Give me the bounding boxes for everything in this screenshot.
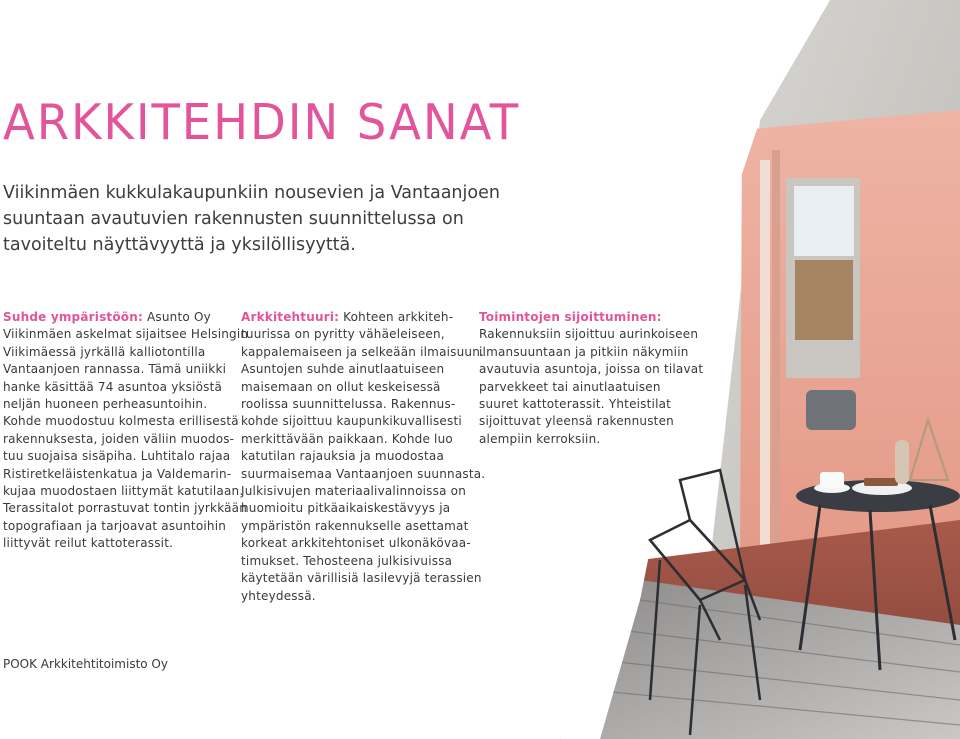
column-line: käytetään värillisiä lasilevyjä terassien	[241, 571, 482, 586]
column-line: ympäristön rakennukselle asettamat	[241, 518, 469, 533]
column-line: Asunto Oy	[147, 310, 211, 324]
column-line: Asuntojen suhde ainutlaatuiseen	[241, 362, 445, 377]
footer-credit: POOK Arkkitehtitoimisto Oy	[3, 657, 168, 671]
column-line: Viikinmäen askelmat sijaitsee Helsingin	[3, 327, 249, 342]
column-line: sijoittuvat yleensä rakennusten	[479, 414, 674, 429]
page-title: ARKKITEHDIN SANAT	[3, 94, 521, 151]
column-line: liittyvät reilut kattoterassit.	[3, 536, 174, 551]
column-line: ilmansuuntaan ja pitkiin näkymiin	[479, 344, 689, 359]
column-line: kappalemaiseen ja selkeään ilmaisuun.	[241, 344, 485, 359]
column-line: Kohteen arkkiteh-	[343, 310, 454, 324]
column-line: timukset. Tehosteena julkisivuissa	[241, 553, 453, 568]
column-line: Terassitalot porrastuvat tontin jyrkkään	[3, 501, 248, 516]
column-line: Julkisivujen materiaalivalinnoissa on	[241, 484, 466, 499]
column-line: neljän huoneen perheasuntoihin.	[3, 397, 208, 412]
intro-line: tavoiteltu näyttävyyttä ja yksilöllisyyttä.	[3, 235, 356, 255]
intro-paragraph	[3, 180, 523, 258]
column-architecture	[241, 309, 485, 605]
column-line: Ristiretkeläistenkatua ja Valdemarin-	[3, 466, 232, 481]
column-line: alempiin kerroksiin.	[479, 431, 601, 446]
column-line: suuret kattoterassit. Yhteistilat	[479, 397, 672, 412]
column-lead: Toimintojen sijoittuminen:	[479, 310, 662, 324]
column-line: tuu suojaisa sisäpiha. Luhtitalo rajaa	[3, 449, 231, 464]
column-line: hanke käsittää 74 asuntoa yksiöstä	[3, 379, 223, 394]
column-line: kohde sijoittuu kaupunkikuvallisesti	[241, 414, 462, 429]
column-line: Viikimäessä jyrkällä kalliotontilla	[3, 344, 206, 359]
column-line: parvekkeet tai ainutlaatuisen	[479, 379, 661, 394]
intro-line: suuntaan avautuvien rakennusten suunnittelussa on	[3, 209, 464, 229]
column-line: merkittävään paikkaan. Kohde luo	[241, 431, 453, 446]
column-lead: Arkkitehtuuri:	[241, 310, 340, 324]
column-line: yhteydessä.	[241, 588, 316, 603]
column-line: katutilan rajauksia ja muodostaa	[241, 449, 444, 464]
column-line: Rakennuksiin sijoittuu aurinkoiseen	[479, 327, 699, 342]
column-line: Vantaanjoen rannassa. Tämä uniikki	[3, 362, 227, 377]
column-line: maisemaan on ollut keskeisessä	[241, 379, 441, 394]
column-functions	[479, 309, 703, 448]
column-lead: Suhde ympäristöön:	[3, 310, 143, 324]
column-line: kujaa muodostaen liittymät katutilaan.	[3, 484, 244, 499]
column-line: roolissa suunnittelussa. Rakennus-	[241, 397, 456, 412]
column-line: tuurissa on pyritty vähäeleiseen,	[241, 327, 445, 342]
column-line: Kohde muodostuu kolmesta erillisestä	[3, 414, 239, 429]
column-line: topografiaan ja tarjoavat asuntoihin	[3, 518, 227, 533]
column-surroundings	[3, 309, 248, 553]
column-line: avautuvia asuntoja, joissa on tilavat	[479, 362, 704, 377]
column-line: rakennuksesta, joiden väliin muodos-	[3, 431, 235, 446]
column-line: korkeat arkkitehtoniset ulkonäkövaa-	[241, 536, 471, 551]
column-line: suurmaisemaa Vantaanjoen suunnasta.	[241, 466, 486, 481]
intro-line: Viikinmäen kukkulakaupunkiin nousevien ja Vantaanjoen	[3, 183, 500, 203]
column-line: huomioitu pitkäaikaiskestävyys ja	[241, 501, 451, 516]
